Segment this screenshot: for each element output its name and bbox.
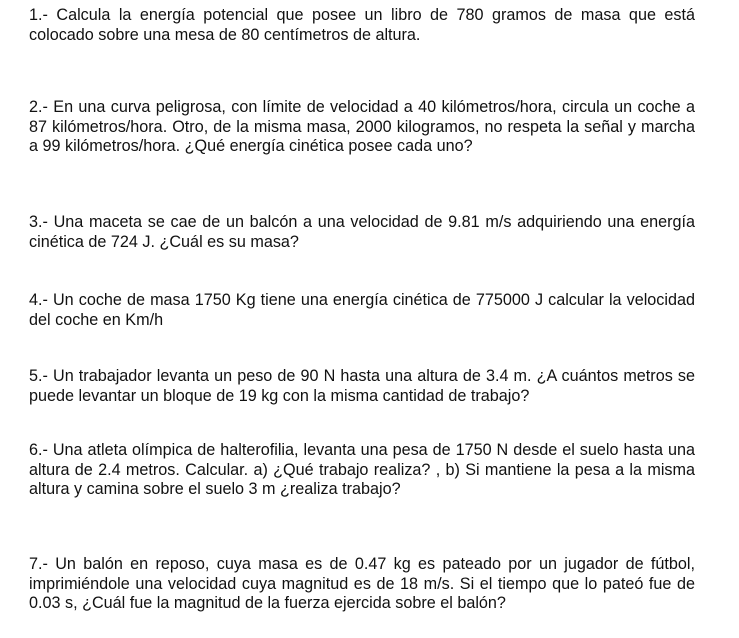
problem-5	[29, 367, 695, 406]
problem-5-number: 5.-	[29, 367, 48, 385]
problem-7	[29, 555, 695, 614]
problem-6	[29, 441, 695, 500]
problem-3-number: 3.-	[29, 213, 48, 231]
problem-1-text: Calcula la energía potencial que posee un libro de 780 gramos de masa que está colocado sobre una mesa de 80 centímetros de altura.	[29, 6, 696, 44]
problem-3	[29, 213, 695, 252]
problem-2	[29, 98, 695, 157]
problem-6-text: Una atleta olímpica de halterofilia, levanta una pesa de 1750 N desde el suelo hasta una altura de 2.4 metros. Calcular. a) ¿Qué trabajo realiza? , b) Si mantiene la pesa a la misma altura y camina sobre el suelo 3 m ¿realiza trabajo?	[29, 441, 695, 498]
problem-4-number: 4.-	[29, 291, 48, 309]
problem-3-text: Una maceta se cae de un balcón a una velocidad de 9.81 m/s adquiriendo una energía cinética de 724 J. ¿Cuál es su masa?	[29, 213, 696, 251]
problem-4-text: Un coche de masa 1750 Kg tiene una energía cinética de 775000 J calcular la velocidad del coche en Km/h	[29, 291, 695, 329]
problem-2-number: 2.-	[29, 98, 48, 116]
problem-1	[29, 6, 695, 45]
problem-1-number: 1.-	[29, 6, 48, 24]
problem-4	[29, 291, 695, 330]
problem-7-text: Un balón en reposo, cuya masa es de 0.47 kg es pateado por un jugador de fútbol, imprimiéndole una velocidad cuya magnitud es de 18 m/s. Si el tiempo que lo pateó fue de 0.03 s, ¿Cuál fue la magnitud de la fuerza ejercida sobre el balón?	[29, 555, 695, 612]
problem-2-text: En una curva peligrosa, con límite de velocidad a 40 kilómetros/hora, circula un coche a 87 kilómetros/hora. Otro, de la misma masa, 2000 kilogramos, no respeta la señal y marcha a 99 kilómetros/hora. ¿Qué energía cinética posee cada uno?	[29, 98, 696, 155]
problem-7-number: 7.-	[29, 555, 48, 573]
problem-6-number: 6.-	[29, 441, 48, 459]
problem-5-text: Un trabajador levanta un peso de 90 N hasta una altura de 3.4 m. ¿A cuántos metros se puede levantar un bloque de 19 kg con la misma cantidad de trabajo?	[29, 367, 695, 405]
